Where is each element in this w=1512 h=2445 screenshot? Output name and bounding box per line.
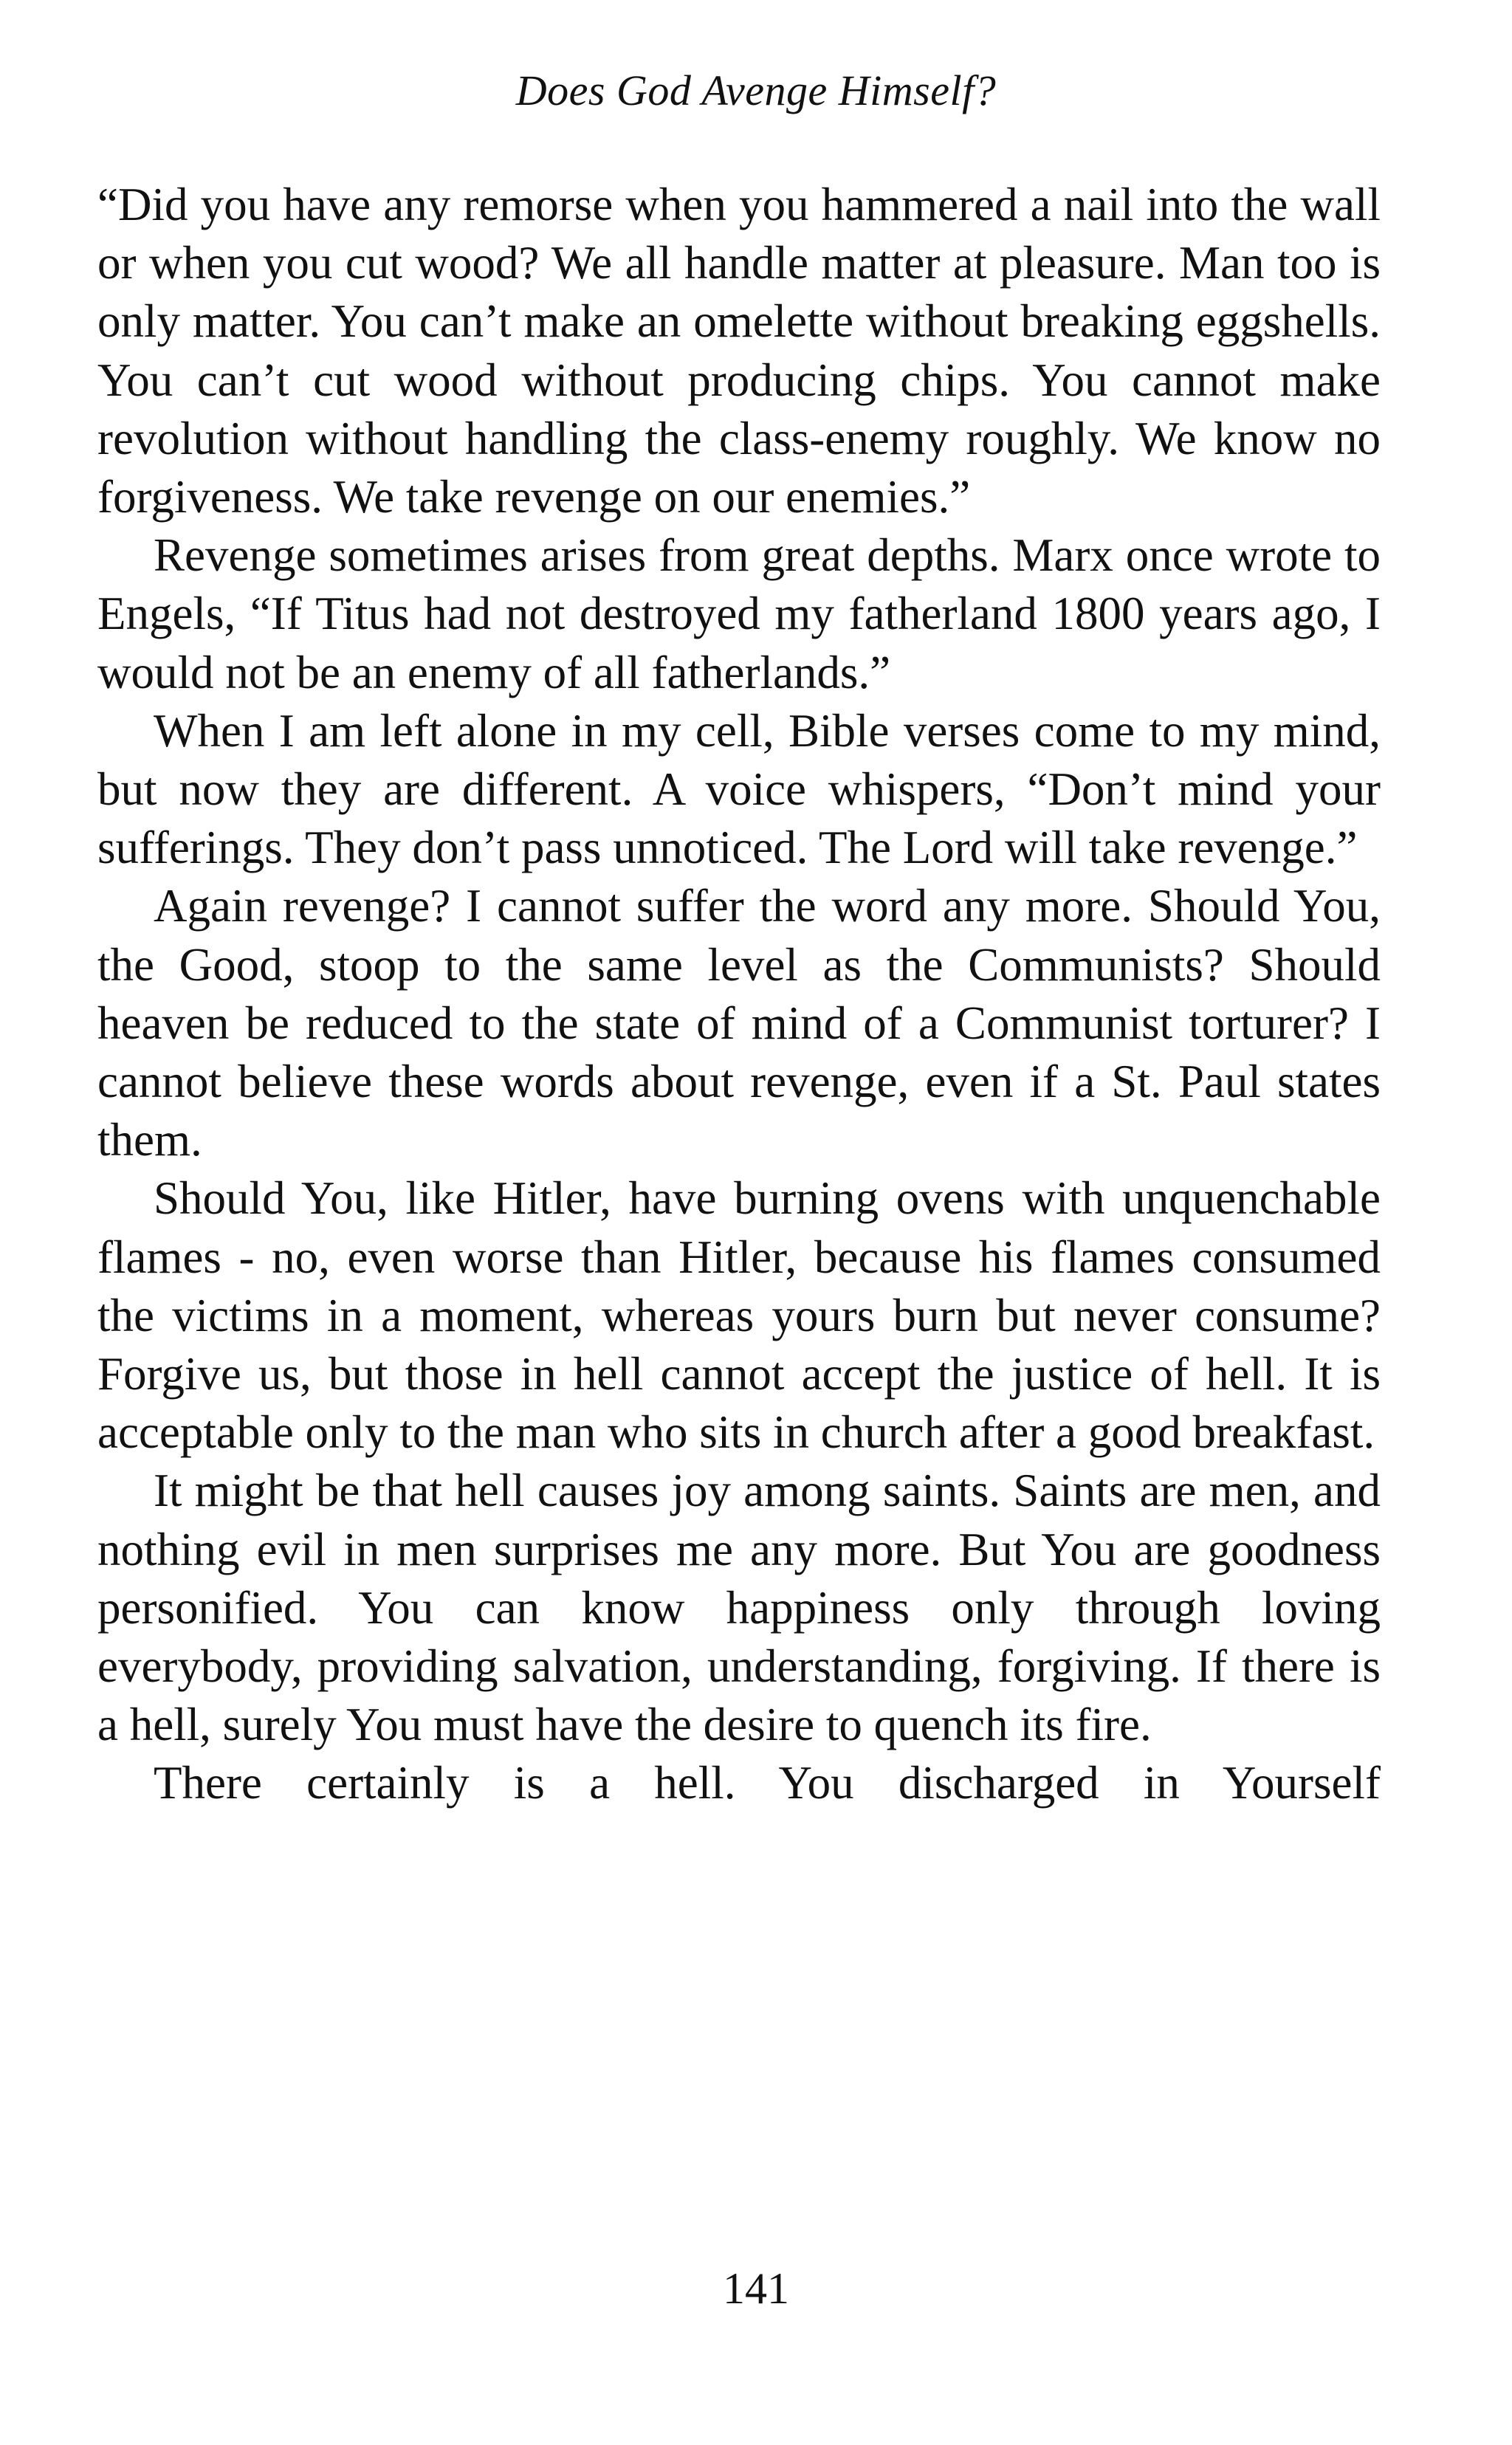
- running-head: Does God Avenge Himself?: [515, 66, 997, 114]
- page-number: 141: [723, 2264, 789, 2313]
- body-text: [97, 176, 1381, 1813]
- paragraph-7: There certainly is a hell. You discharged in Yourself: [154, 1757, 1381, 1809]
- paragraph-5: Should You, like Hitler, have burning ovens with unquenchable flames - no, even worse than Hitler, because his flames consumed the victims in a moment, whereas yours burn but never consume? Forgive us, but those in hell cannot accept the justice of hell. It is acceptable only to the man who sits in church after a good breakfast.: [97, 1172, 1381, 1459]
- paragraph-4: Again revenge? I cannot suffer the word any more. Should You, the Good, stoop to the same level as the Communists? Should heaven be reduced to the state of mind of a Communist torturer? I cannot believe these words about revenge, even if a St. Paul states them.: [97, 880, 1381, 1166]
- paragraph-3: When I am left alone in my cell, Bible verses come to my mind, but now they are different. A voice whispers, “Don’t mind your sufferings. They don’t pass unnoticed. The Lord will take revenge.”: [97, 704, 1381, 874]
- paragraph-6: It might be that hell causes joy among saints. Saints are men, and nothing evil in men surprises me any more. But You are goodness personified. You can know happiness only through loving everybody, providing salvation, understanding, forgiving. If there is a hell, surely You must have the desire to quench its fire.: [97, 1465, 1381, 1751]
- paragraph-2: Revenge sometimes arises from great depths. Marx once wrote to Engels, “If Titus had not destroyed my fatherland 1800 years ago, I would not be an enemy of all fatherlands.”: [97, 529, 1381, 698]
- paragraph-1: “Did you have any remorse when you hammered a nail into the wall or when you cut wood? We all handle matter at pleasure. Man too is only matter. You can’t make an omelette without breaking eggshells. You can’t cut wood without producing chips. You cannot make revolution without handling the class-enemy roughly. We know no forgiveness. We take revenge on our enemies.”: [97, 179, 1381, 523]
